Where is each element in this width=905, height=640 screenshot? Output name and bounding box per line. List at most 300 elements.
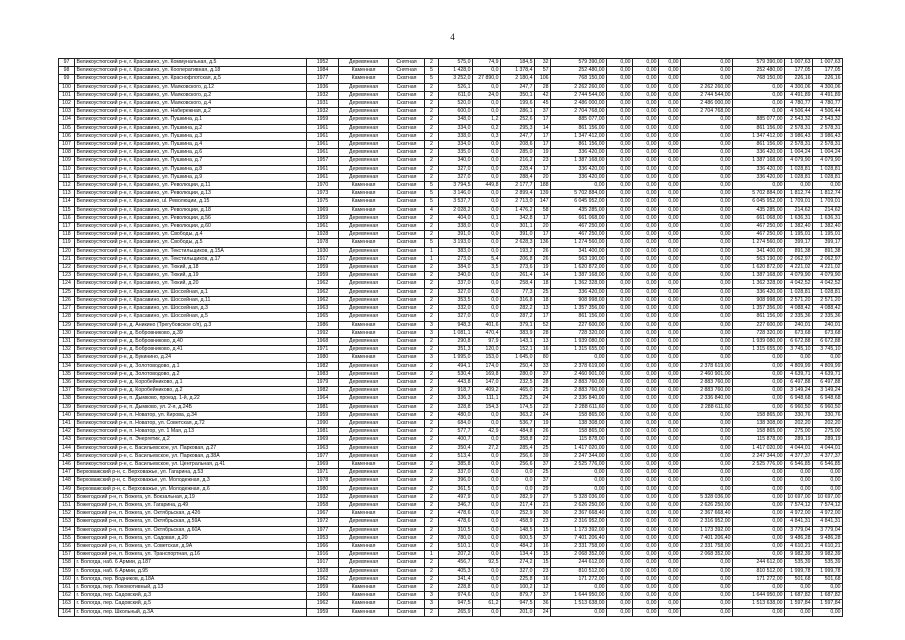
table-cell-sum3: 0,00 (733, 534, 785, 542)
table-cell-year: 1916 (307, 551, 339, 559)
table-cell-v3: 2 883 760,00 (681, 387, 733, 395)
table-cell-v2: 0,00 (659, 567, 681, 575)
table-cell-v3: 0,00 (681, 132, 733, 140)
table-cell-people: 26 (535, 428, 551, 436)
table-cell-wear: 0,1 (473, 214, 501, 222)
table-cell-year: 1936 (307, 83, 339, 91)
table-cell-area2: 184,5 (501, 59, 535, 67)
table-cell-sum3: 0,00 (733, 362, 785, 370)
table-cell-material: Каменная (339, 542, 389, 550)
table-cell-sum1: 1 173 392,00 (551, 526, 607, 534)
table-cell-v1: 0,00 (633, 567, 659, 575)
table-cell-sum2: 0,00 (607, 198, 633, 206)
table-cell-sum2: 0,00 (607, 255, 633, 263)
table-cell-area: 335,0 (439, 149, 473, 157)
table-cell-v4: 1 812,74 (785, 190, 813, 198)
table-cell-year: 1928 (307, 231, 339, 239)
table-cell-v4: 3 745,10 (785, 346, 813, 354)
table-cell-v3: 0,00 (681, 182, 733, 190)
table-cell-v4: 4 079,90 (785, 157, 813, 165)
table-cell-floors: 2 (425, 288, 439, 296)
table-cell-v4: 4 079,90 (785, 272, 813, 280)
table-cell-sum1: 2 336 840,00 (551, 395, 607, 403)
table-cell-sum1: 2 883 760,00 (551, 387, 607, 395)
table-cell-people: 23 (535, 157, 551, 165)
table-cell-v2: 0,00 (659, 584, 681, 592)
table-cell-sum1: 810 512,00 (551, 567, 607, 575)
table-cell-v3: 0,00 (681, 157, 733, 165)
table-cell-address: Великоустюгский р-н, г. Красавино, ул. Тюкий, д.19 (75, 272, 307, 280)
table-cell-area: 478,6 (439, 518, 473, 526)
table-cell-address: Верховажский р-н, с. Верховажье, ул. Молодежная, д.3 (75, 477, 307, 485)
table-cell-year: 1963 (307, 444, 339, 452)
table-cell-material: Каменная (339, 190, 389, 198)
table-cell-n: 112 (59, 182, 75, 190)
table-cell-v2: 0,00 (659, 493, 681, 501)
table-cell-floors: 2 (425, 305, 439, 313)
table-cell-floors: 2 (425, 313, 439, 321)
table-cell-people: 26 (535, 247, 551, 255)
table-cell-v4: 1 597,84 (785, 600, 813, 608)
table-cell-wear: 0,0 (473, 272, 501, 280)
table-cell-v2: 0,00 (659, 534, 681, 542)
table-cell-v5: 10 697,00 (813, 493, 843, 501)
table-cell-v4: 673,68 (785, 329, 813, 337)
table-cell-n: 154 (59, 526, 75, 534)
table-cell-v5: 4 300,06 (813, 83, 843, 91)
table-cell-area2: 465,0 (501, 387, 535, 395)
page-number: 4 (450, 32, 455, 42)
table-cell-sum1: 6 045 952,00 (551, 198, 607, 206)
table-cell-v4: 202,20 (785, 419, 813, 427)
table-cell-material: Деревянная (339, 428, 389, 436)
table-cell-wear: 0,0 (473, 165, 501, 173)
table-cell-address: Великоустюгский р-н, г. Красавино, ул. Пушкина, д.2 (75, 124, 307, 132)
table-cell-v5: 6 497,88 (813, 378, 843, 386)
table-cell-area: 510,1 (439, 542, 473, 550)
table-cell-address: Вожегодский р-н, п. Вожега, ул. Октябрьская, д.59А (75, 518, 307, 526)
table-cell-area: 327,0 (439, 288, 473, 296)
table-cell-sum3: 6 045 952,00 (733, 198, 785, 206)
table-cell-n: 161 (59, 584, 75, 592)
table-cell-type: Скатная (389, 206, 425, 214)
housing-registry-table (58, 58, 843, 617)
table-cell-floors: 2 (425, 575, 439, 583)
table-cell-v3: 0,00 (681, 567, 733, 575)
table-cell-area: 480,0 (439, 411, 473, 419)
table-cell-area2: 358,8 (501, 436, 535, 444)
table-cell-sum2: 0,00 (607, 575, 633, 583)
table-cell-sum3: 1 417 020,00 (733, 444, 785, 452)
table-cell-v4: 3 779,04 (785, 526, 813, 534)
table-cell-wear: 449,8 (473, 182, 501, 190)
table-cell-address: г. Вологда, пер. Локомотивный, д.13 (75, 584, 307, 592)
table-cell-wear: 0,0 (473, 460, 501, 468)
table-cell-sum3: 2 525 776,00 (733, 460, 785, 468)
table-cell-v5: 4 044,01 (813, 444, 843, 452)
table-cell-address: Великоустюгский р-н, с. Васильевское, ул. Парковая, д.38А (75, 452, 307, 460)
table-cell-v1: 0,00 (633, 387, 659, 395)
table-cell-v3: 2 367 668,40 (681, 510, 733, 518)
table-cell-v5: 289,19 (813, 436, 843, 444)
table-cell-address: г. Вологда, пер. Садовский, д.3 (75, 592, 307, 600)
table-cell-people: 188 (535, 182, 551, 190)
table-cell-v4: 4 491,89 (785, 91, 813, 99)
table-cell-sum3: 728 320,00 (733, 329, 785, 337)
table-cell-v5: 4 841,31 (813, 518, 843, 526)
table-cell-material: Деревянная (339, 157, 389, 165)
table-cell-floors: 2 (425, 141, 439, 149)
table-row (59, 173, 843, 181)
table-cell-year: 1961 (307, 165, 339, 173)
table-cell-floors: 3 (425, 592, 439, 600)
table-cell-wear: 0,0 (473, 247, 501, 255)
table-cell-type: Скатная (389, 321, 425, 329)
table-cell-floors: 1 (425, 551, 439, 559)
table-row (59, 116, 843, 124)
table-cell-floors: 2 (425, 526, 439, 534)
table-cell-address: Великоустюгский р-н, г. Красавино, ул. Коммунальная, д.5 (75, 59, 307, 67)
table-cell-type: Скатная (389, 592, 425, 600)
table-cell-v2: 0,00 (659, 141, 681, 149)
table-cell-type: Снятная (389, 59, 425, 67)
table-cell-wear: 27 890,0 (473, 75, 501, 83)
table-cell-v2: 0,00 (659, 173, 681, 181)
table-row (59, 321, 843, 329)
table-cell-year: 1969 (307, 460, 339, 468)
table-cell-n: 148 (59, 477, 75, 485)
table-cell-type: Скатная (389, 526, 425, 534)
table-cell-people: 37 (535, 108, 551, 116)
table-cell-address: Великоустюгский р-н, д. Аникино (Трегубовское с/п), д.3 (75, 321, 307, 329)
table-row (59, 411, 843, 419)
table-cell-sum1: 2 704 768,00 (551, 108, 607, 116)
table-body (59, 59, 843, 617)
table-cell-sum2: 0,00 (607, 395, 633, 403)
table-cell-v3: 0,00 (681, 460, 733, 468)
table-cell-address: Вожегодский р-н, п. Вожега, ул. Вокзальная, д.19 (75, 493, 307, 501)
table-cell-floors: 2 (425, 370, 439, 378)
table-cell-n: 163 (59, 600, 75, 608)
table-cell-area: 611,0 (439, 91, 473, 99)
table-cell-sum1: 0,00 (551, 354, 607, 362)
table-cell-people: 106 (535, 75, 551, 83)
table-cell-floors: 2 (425, 116, 439, 124)
table-cell-v5: 275,00 (813, 428, 843, 436)
table-cell-v4: 2 062,97 (785, 255, 813, 263)
table-cell-v3: 0,00 (681, 190, 733, 198)
table-cell-area: 351,3 (439, 346, 473, 354)
table-cell-floors: 2 (425, 264, 439, 272)
table-cell-address: Великоустюгский р-н, г. Красавино, ул. Шоссейная, д.5 (75, 313, 307, 321)
table-cell-v2: 0,00 (659, 551, 681, 559)
table-cell-area2: 363,2 (501, 411, 535, 419)
table-cell-address: Великоустюгский р-н, г. Красавино, ул. Пушкина, д.3 (75, 132, 307, 140)
table-cell-v5: 1 004,24 (813, 149, 843, 157)
table-cell-sum2: 0,00 (607, 403, 633, 411)
table-cell-sum2: 0,00 (607, 231, 633, 239)
table-cell-material: Каменная (339, 584, 389, 592)
table-cell-v3: 0,00 (681, 67, 733, 75)
table-row (59, 501, 843, 509)
table-cell-sum3: 0,00 (733, 91, 785, 99)
table-cell-type: Скатная (389, 551, 425, 559)
table-cell-wear: 0,0 (473, 313, 501, 321)
table-cell-v3: 0,00 (681, 608, 733, 616)
table-cell-material: Деревянная (339, 108, 389, 116)
table-row (59, 469, 843, 477)
table-cell-year: 1967 (307, 510, 339, 518)
table-cell-people: 20 (535, 173, 551, 181)
table-cell-v3: 0,00 (681, 255, 733, 263)
table-cell-sum2: 0,00 (607, 108, 633, 116)
table-cell-address: Великоустюгский р-н, г. Красавино, ул. Свободы, д.4 (75, 231, 307, 239)
table-cell-wear: 0,0 (473, 190, 501, 198)
table-cell-v2: 0,00 (659, 362, 681, 370)
table-cell-n: 97 (59, 59, 75, 67)
table-cell-people: 15 (535, 526, 551, 534)
table-cell-v2: 0,00 (659, 354, 681, 362)
table-cell-n: 120 (59, 247, 75, 255)
table-cell-sum1: 1 274 560,00 (551, 239, 607, 247)
table-cell-sum1: 0,00 (551, 469, 607, 477)
table-cell-v4: 4 088,42 (785, 305, 813, 313)
table-cell-material: Каменная (339, 592, 389, 600)
table-cell-sum2: 0,00 (607, 206, 633, 214)
table-cell-n: 123 (59, 272, 75, 280)
table-cell-sum3: 0,00 (733, 477, 785, 485)
table-cell-type: Скатная (389, 559, 425, 567)
table-cell-n: 104 (59, 116, 75, 124)
table-cell-floors: 2 (425, 231, 439, 239)
table-cell-sum1: 2 068 352,00 (551, 551, 607, 559)
table-cell-v1: 0,00 (633, 288, 659, 296)
table-row (59, 59, 843, 67)
table-cell-type: Скатная (389, 255, 425, 263)
table-cell-v4: 4 610,21 (785, 542, 813, 550)
table-cell-v3: 0,00 (681, 75, 733, 83)
table-cell-sum1: 861 156,00 (551, 313, 607, 321)
table-cell-sum3: 467 250,00 (733, 223, 785, 231)
table-cell-sum3: 1 274 560,00 (733, 239, 785, 247)
table-cell-sum1: 563 190,00 (551, 255, 607, 263)
table-cell-v2: 0,00 (659, 116, 681, 124)
table-cell-v1: 0,00 (633, 75, 659, 83)
table-cell-type: Скатная (389, 510, 425, 518)
table-cell-n: 145 (59, 452, 75, 460)
table-cell-type: Скатная (389, 387, 425, 395)
table-cell-area2: 2 899,4 (501, 190, 535, 198)
table-cell-v2: 0,00 (659, 165, 681, 173)
table-row (59, 346, 843, 354)
table-cell-type: Скатная (389, 313, 425, 321)
table-cell-material: Каменная (339, 510, 389, 518)
table-cell-type: Скатная (389, 493, 425, 501)
table-cell-year: 1973 (307, 190, 339, 198)
table-cell-v1: 0,00 (633, 313, 659, 321)
table-row (59, 190, 843, 198)
table-cell-area: 497,9 (439, 493, 473, 501)
table-cell-v3: 0,00 (681, 411, 733, 419)
table-cell-sum3: 579 390,00 (733, 59, 785, 67)
table-cell-material: Деревянная (339, 378, 389, 386)
table-cell-year: 1982 (307, 387, 339, 395)
table-cell-v5: 2 571,20 (813, 296, 843, 304)
table-cell-wear: 0,0 (473, 608, 501, 616)
table-cell-year: 1975 (307, 198, 339, 206)
table-cell-material: Деревянная (339, 403, 389, 411)
table-cell-sum3: 341 400,00 (733, 247, 785, 255)
table-cell-type: Скатная (389, 362, 425, 370)
table-cell-type: Скатная (389, 403, 425, 411)
table-row (59, 108, 843, 116)
table-cell-v1: 0,00 (633, 510, 659, 518)
table-cell-area2: 1 378,4 (501, 67, 535, 75)
table-cell-v5: 4 491,89 (813, 91, 843, 99)
table-cell-floors: 2 (425, 411, 439, 419)
table-cell-material: Деревянная (339, 305, 389, 313)
table-cell-v2: 0,00 (659, 108, 681, 116)
table-cell-material: Каменная (339, 182, 389, 190)
table-cell-area: 3 537,7 (439, 198, 473, 206)
table-cell-sum1: 728 320,00 (551, 329, 607, 337)
table-row (59, 493, 843, 501)
table-cell-sum3: 0,00 (733, 469, 785, 477)
table-cell-year: 1968 (307, 337, 339, 345)
table-cell-sum1: 158 865,00 (551, 411, 607, 419)
table-cell-v4: 1 382,40 (785, 223, 813, 231)
table-cell-year: 1986 (307, 321, 339, 329)
table-cell-sum1: 2 247 344,00 (551, 452, 607, 460)
table-cell-address: Вожегодский р-н, п. Вожега, ул. Садовая, д.20 (75, 534, 307, 542)
table-cell-v5: 0,00 (813, 608, 843, 616)
table-cell-v5: 9 486,28 (813, 534, 843, 542)
table-cell-v5: 3 745,10 (813, 346, 843, 354)
table-cell-v4: 501,68 (785, 575, 813, 583)
table-cell-area2: 0,0 (501, 477, 535, 485)
table-cell-area: 974,6 (439, 592, 473, 600)
table-cell-area: 575,0 (439, 59, 473, 67)
table-cell-wear: 0,0 (473, 223, 501, 231)
table-cell-v4: 289,19 (785, 436, 813, 444)
table-cell-v2: 0,00 (659, 214, 681, 222)
table-cell-sum2: 0,00 (607, 100, 633, 108)
table-cell-year: 1981 (307, 428, 339, 436)
table-cell-material: Деревянная (339, 255, 389, 263)
table-cell-sum2: 0,00 (607, 378, 633, 386)
table-cell-type: Скатная (389, 173, 425, 181)
table-cell-area: 530,4 (439, 370, 473, 378)
table-cell-v1: 0,00 (633, 419, 659, 427)
table-row (59, 559, 843, 567)
table-cell-area2: 879,7 (501, 592, 535, 600)
table-cell-v1: 0,00 (633, 452, 659, 460)
table-cell-v3: 0,00 (681, 559, 733, 567)
table-cell-sum1: 1 513 638,00 (551, 600, 607, 608)
table-cell-sum1: 2 883 760,00 (551, 378, 607, 386)
table-row (59, 231, 843, 239)
table-cell-v4: 9 486,28 (785, 534, 813, 542)
table-cell-v1: 0,00 (633, 493, 659, 501)
table-cell-sum2: 0,00 (607, 83, 633, 91)
table-row (59, 313, 843, 321)
table-cell-v5: 4 972,00 (813, 510, 843, 518)
table-cell-v5: 1 687,82 (813, 592, 843, 600)
table-cell-year: 1977 (307, 452, 339, 460)
table-cell-v3: 2 331 758,00 (681, 542, 733, 550)
table-cell-address: г. Вологда, наб. 6 Армии, д.95 (75, 567, 307, 575)
table-cell-v3: 0,00 (681, 305, 733, 313)
table-cell-v5: 1 812,74 (813, 190, 843, 198)
table-cell-v1: 0,00 (633, 116, 659, 124)
table-cell-wear: 0,0 (473, 469, 501, 477)
table-cell-type: Снятная (389, 67, 425, 75)
table-cell-type: Скатная (389, 149, 425, 157)
table-cell-type: Скатная (389, 485, 425, 493)
table-cell-type: Скатная (389, 419, 425, 427)
table-cell-n: 143 (59, 436, 75, 444)
table-row (59, 395, 843, 403)
table-cell-material: Деревянная (339, 485, 389, 493)
table-cell-material: Каменная (339, 321, 389, 329)
table-row (59, 288, 843, 296)
table-cell-material: Деревянная (339, 313, 389, 321)
table-cell-people: 136 (535, 239, 551, 247)
table-cell-sum3: 336 420,00 (733, 149, 785, 157)
table-cell-material: Деревянная (339, 59, 389, 67)
table-cell-area2: 152,1 (501, 346, 535, 354)
table-cell-v4: 4 506,44 (785, 108, 813, 116)
table-cell-v1: 0,00 (633, 206, 659, 214)
table-cell-v3: 0,00 (681, 477, 733, 485)
table-cell-type: Скатная (389, 305, 425, 313)
table-row (59, 329, 843, 337)
table-cell-area2: 536,7 (501, 419, 535, 427)
table-cell-sum1: 5 328 036,00 (551, 493, 607, 501)
table-cell-area: 327,0 (439, 173, 473, 181)
table-cell-v4: 1 028,81 (785, 165, 813, 173)
table-cell-v4: 4 841,31 (785, 518, 813, 526)
table-cell-n: 147 (59, 469, 75, 477)
table-cell-area2: 256,6 (501, 452, 535, 460)
table-cell-v2: 0,00 (659, 91, 681, 99)
table-cell-wear: 74,9 (473, 59, 501, 67)
table-cell-floors: 2 (425, 403, 439, 411)
table-cell-v3: 0,00 (681, 436, 733, 444)
table-cell-v5: 0,00 (813, 469, 843, 477)
table-row (59, 387, 843, 395)
table-cell-wear: 0,0 (473, 551, 501, 559)
table-cell-v5: 4 042,52 (813, 280, 843, 288)
table-cell-v3: 2 883 760,00 (681, 378, 733, 386)
table-cell-wear: 42,9 (473, 428, 501, 436)
table-cell-material: Деревянная (339, 559, 389, 567)
table-cell-v4: 4 300,06 (785, 83, 813, 91)
table-cell-address: Верховажский р-н, с. Верховажье, ул. Молодежная, д.6 (75, 485, 307, 493)
table-cell-type: Скатная (389, 436, 425, 444)
table-cell-type: Скатная (389, 428, 425, 436)
table-cell-floors: 2 (425, 59, 439, 67)
table-cell-sum1: 2 744 544,00 (551, 91, 607, 99)
table-cell-v5: 9 982,39 (813, 551, 843, 559)
table-cell-n: 142 (59, 428, 75, 436)
table-cell-sum1: 2 262 260,00 (551, 83, 607, 91)
table-cell-v4: 0,00 (785, 469, 813, 477)
table-cell-year: 1959 (307, 214, 339, 222)
table-cell-year: 1961 (307, 124, 339, 132)
table-cell-sum1: 2 460 901,00 (551, 370, 607, 378)
table-cell-type: Скатная (389, 124, 425, 132)
